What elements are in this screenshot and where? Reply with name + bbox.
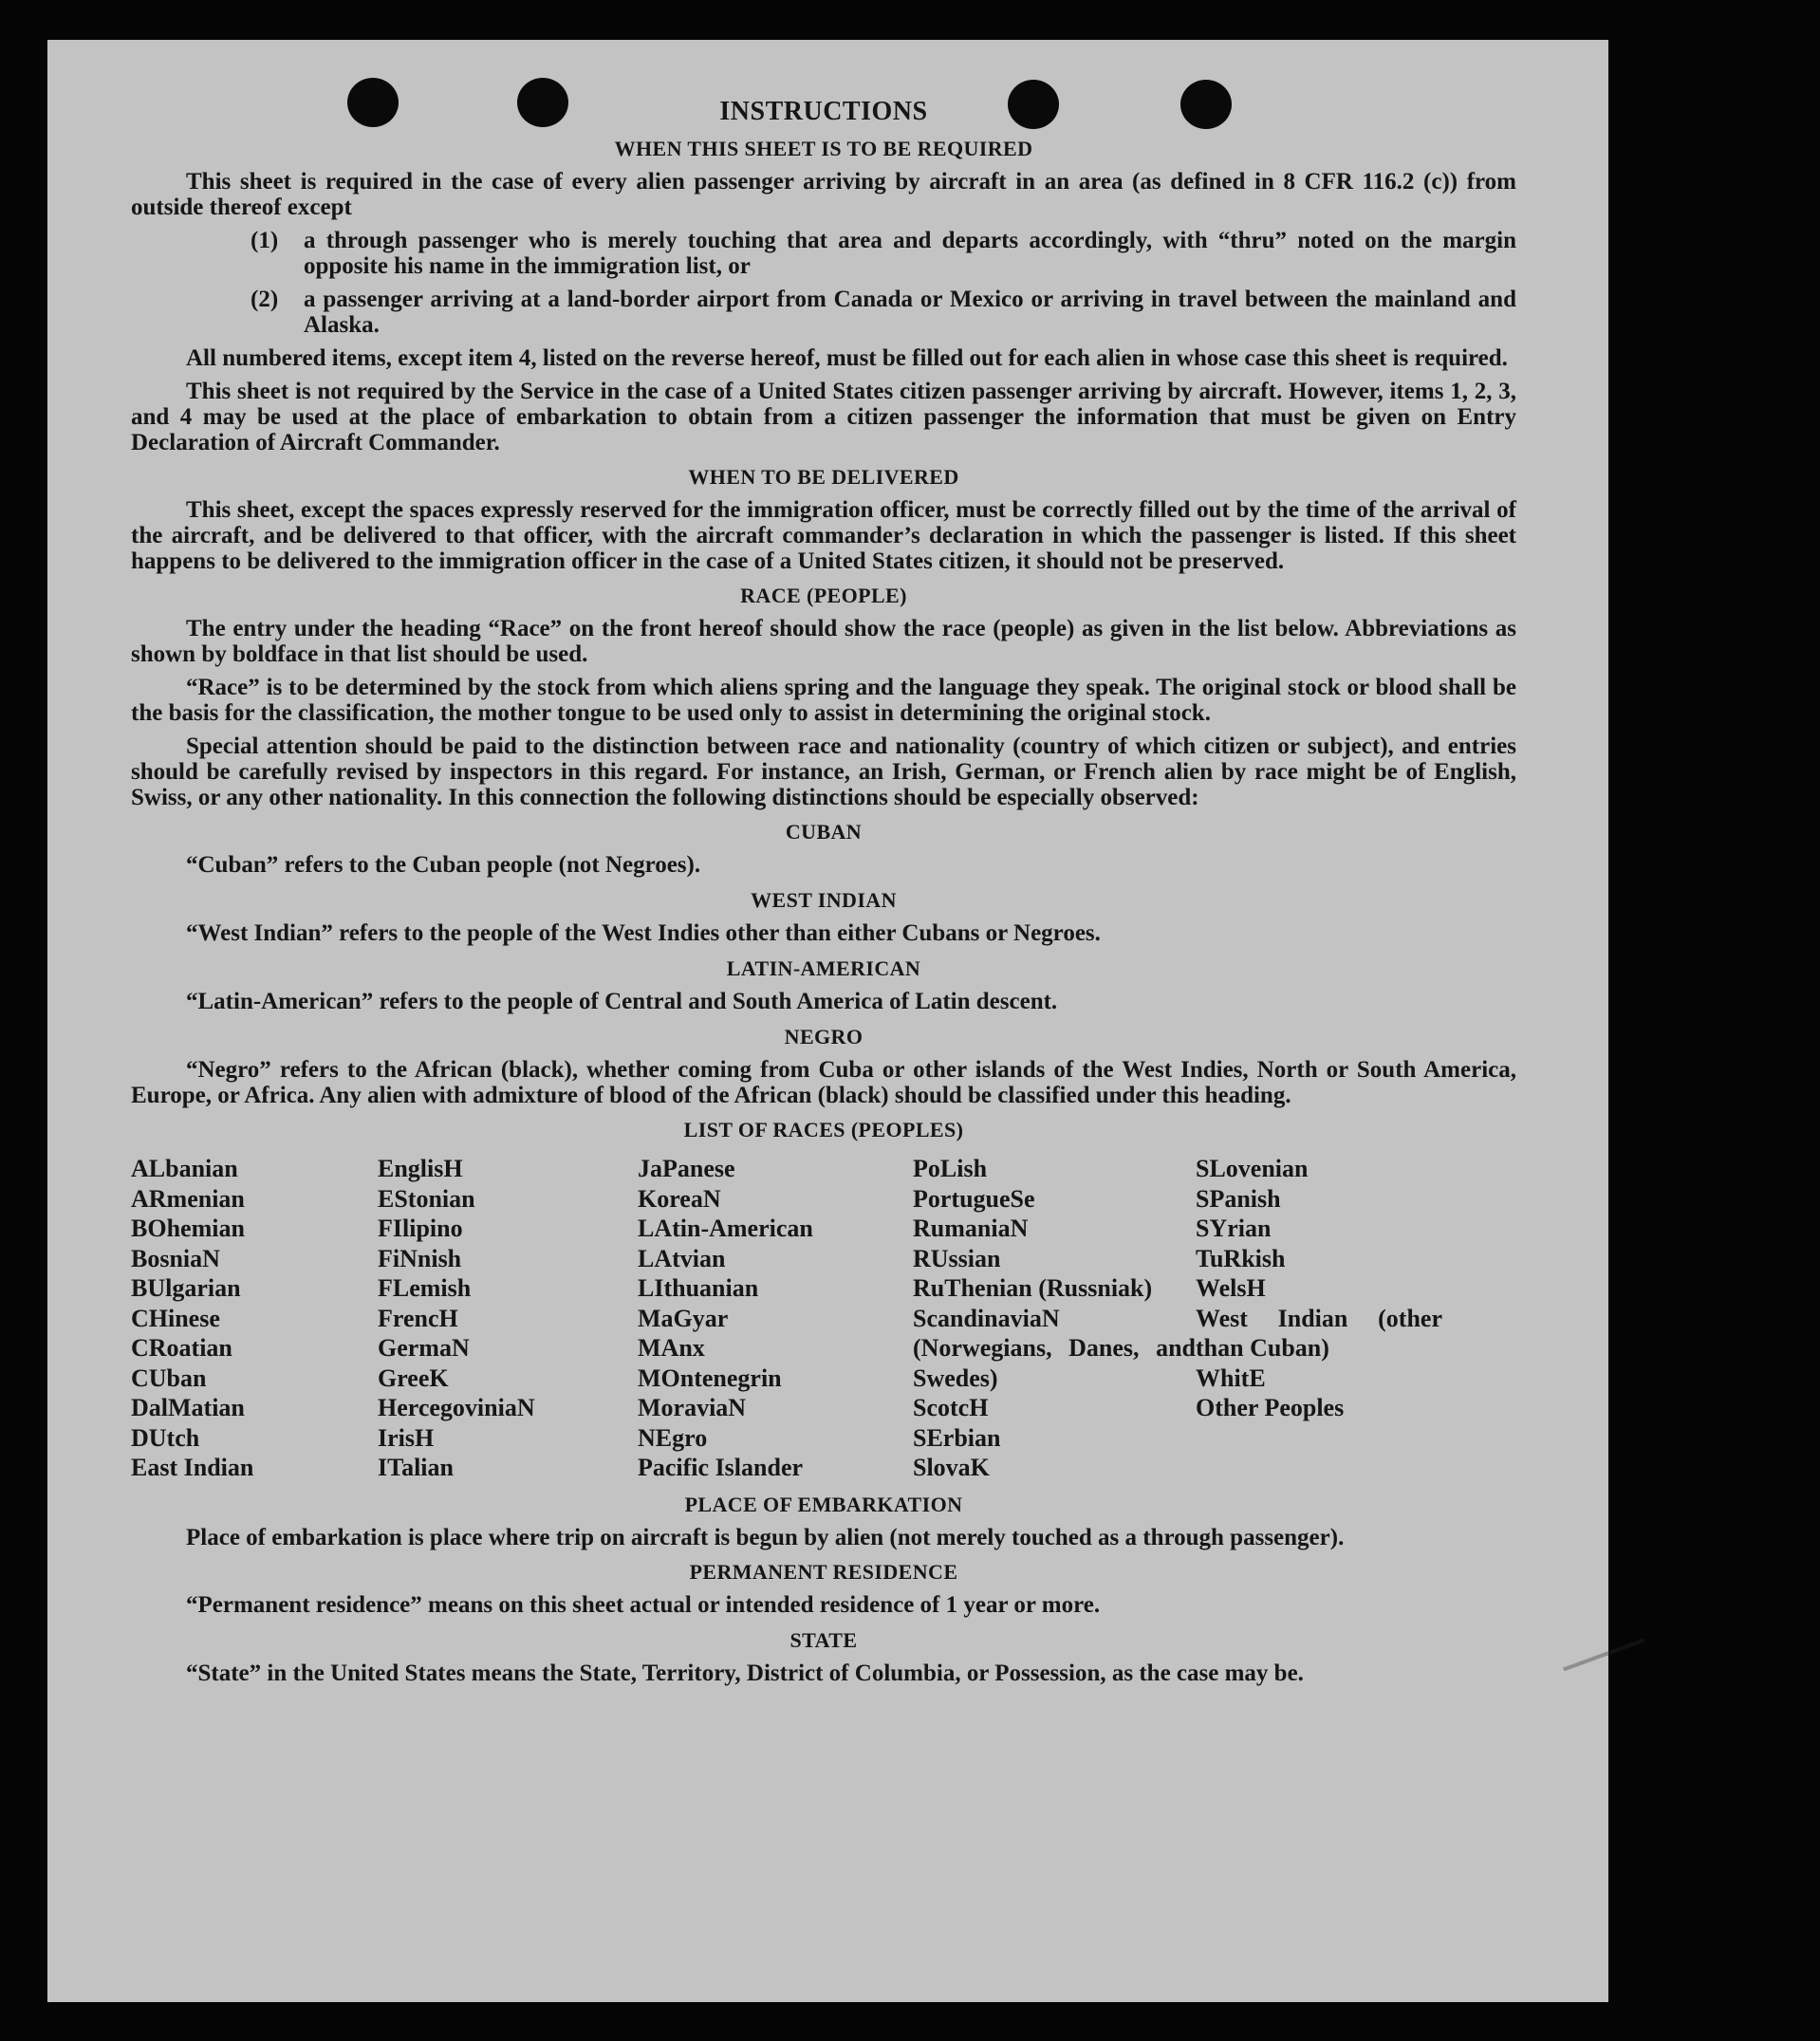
numbered-item (131, 228, 1516, 279)
race-item: NEgro (638, 1423, 708, 1452)
instructions-body (131, 97, 1516, 1686)
race-item: RumaniaN (913, 1215, 1029, 1242)
race-item: MOntenegrin (638, 1364, 782, 1392)
race-item: DalMatian (131, 1394, 245, 1421)
race-column (638, 1154, 913, 1483)
race-item: HercegoviniaN (378, 1394, 535, 1421)
section-heading: WEST INDIAN (751, 888, 897, 912)
section-heading: LATIN-AMERICAN (726, 956, 921, 980)
paragraph: “Latin-American” refers to the people of Central and South America of Latin descent. (186, 989, 1058, 1014)
race-column (131, 1154, 378, 1483)
paragraph: The entry under the heading “Race” on the front hereof should show the race (people) as given in the list below. Abbreviations as shown by boldface in that list should be used. (131, 616, 1516, 667)
race-item: FIlipino (378, 1215, 463, 1242)
paragraph: “Negro” refers to the African (black), whether coming from Cuba or other islands of the West Indies, North or South America, Europe, or Africa. Any alien with admixture of blood of the African (black) should be classified under this heading. (131, 1057, 1516, 1108)
race-item: BosniaN (131, 1244, 220, 1272)
race-item: EnglisH (378, 1155, 463, 1182)
item-number: (2) (251, 287, 279, 312)
race-item: FLemish (378, 1274, 472, 1302)
paragraph: “State” in the United States means the State, Territory, District of Columbia, or Possession, as the case may be. (186, 1660, 1304, 1686)
race-column (1196, 1154, 1442, 1483)
race-item: DUtch (131, 1423, 200, 1452)
race-item: IrisH (378, 1423, 435, 1452)
section-heading: WHEN THIS SHEET IS TO BE REQUIRED (614, 137, 1033, 160)
race-item: ALbanian (131, 1155, 238, 1182)
race-item: ScotcH (913, 1394, 989, 1421)
race-item: TuRkish (1196, 1244, 1286, 1272)
race-item: BUlgarian (131, 1274, 241, 1302)
paragraph: All numbered items, except item 4, listed on the reverse hereof, must be filled out for each alien in whose case this sheet is required. (186, 345, 1508, 371)
race-item: ITalian (378, 1454, 454, 1481)
section-heading: CUBAN (785, 820, 863, 844)
race-item: RUssian (913, 1244, 1001, 1272)
race-item: FiNnish (378, 1244, 462, 1272)
numbered-item (131, 287, 1516, 338)
paragraph: Place of embarkation is place where trip on aircraft is begun by alien (not merely touched as a through passenger). (186, 1524, 1345, 1550)
race-item: MAnx (638, 1334, 705, 1362)
race-item: SlovaK (913, 1454, 990, 1481)
race-item: SYrian (1196, 1215, 1272, 1242)
race-item: MaGyar (638, 1304, 729, 1332)
race-column (913, 1154, 1196, 1483)
item-text: a passenger arriving at a land-border airport from Canada or Mexico or arriving in travel between the mainland and Alaska. (304, 287, 1516, 338)
paragraph: “Permanent residence” means on this sheet actual or intended residence of 1 year or more. (186, 1591, 1101, 1618)
race-item: SErbian (913, 1423, 1001, 1452)
race-item: PoLish (913, 1155, 988, 1182)
item-text: a through passenger who is merely touching that area and departs accordingly, with “thru” noted on the margin opposite his name in the immigration list, or (304, 228, 1516, 279)
race-item: FrencH (378, 1304, 458, 1332)
race-item: WelsH (1196, 1274, 1266, 1302)
section-heading: NEGRO (784, 1025, 864, 1048)
race-item: EStonian (378, 1184, 475, 1213)
race-item: East Indian (131, 1454, 254, 1481)
race-item: WhitE (1196, 1364, 1266, 1392)
paragraph: Special attention should be paid to the distinction between race and nationality (country of which citizen or subject), and entries should be carefully revised by inspectors in this regard. For instance, an Irish, German, or French alien by race might be of English, Swiss, or any other nationality. In this connection the following distinctions should be especially observed: (131, 733, 1516, 810)
race-item: SLovenian (1196, 1155, 1309, 1182)
race-item: CUban (131, 1364, 207, 1392)
race-item: GreeK (378, 1364, 449, 1392)
race-item: RuThenian (Russniak) (913, 1274, 1153, 1302)
race-item: CRoatian (131, 1334, 232, 1362)
section-heading: STATE (789, 1627, 858, 1652)
paragraph: “West Indian” refers to the people of the West Indies other than either Cubans or Negroes. (186, 920, 1101, 946)
race-list (131, 1154, 1516, 1483)
section-heading: LIST OF RACES (PEOPLES) (683, 1118, 964, 1141)
race-item: LAtvian (638, 1244, 726, 1272)
race-item: Pacific Islander (638, 1454, 804, 1481)
paragraph: This sheet, except the spaces expressly reserved for the immigration officer, must be correctly filled out by the time of the arrival of the aircraft, and be delivered to that officer, with the aircraft commander’s declaration in which the passenger is listed. If this sheet happens to be delivered to the immigration officer in the case of a United States citizen, it should not be preserved. (131, 497, 1516, 574)
section-heading: PERMANENT RESIDENCE (689, 1559, 958, 1584)
paragraph: This sheet is not required by the Service in the case of a United States citizen passenger arriving by aircraft. However, items 1, 2, 3, and 4 may be used at the place of embarkation to obtain from a citizen passenger the information that must be given on Entry Declaration of Aircraft Commander. (131, 379, 1516, 455)
race-item: Other Peoples (1196, 1394, 1345, 1421)
race-column (378, 1154, 638, 1483)
section-heading: WHEN TO BE DELIVERED (688, 465, 959, 489)
race-item: PortugueSe (913, 1184, 1035, 1213)
race-item: GermaN (378, 1334, 470, 1362)
race-item: CHinese (131, 1304, 220, 1332)
race-item: SPanish (1196, 1184, 1281, 1213)
race-item: KoreaN (638, 1184, 721, 1213)
race-item: LIthuanian (638, 1274, 759, 1302)
race-item: MoraviaN (638, 1394, 747, 1421)
race-item: ScandinaviaN (Norwegians, Danes, and Swedes) (913, 1304, 1196, 1392)
page-title: INSTRUCTIONS (719, 97, 928, 126)
section-heading: RACE (PEOPLE) (740, 584, 907, 607)
paragraph: “Race” is to be determined by the stock from which aliens spring and the language they speak. The original stock or blood shall be the basis for the classification, the mother tongue to be used only to assist in determining the original stock. (131, 675, 1516, 726)
item-number: (1) (251, 228, 279, 253)
race-item: LAtin-American (638, 1215, 813, 1242)
paragraph: “Cuban” refers to the Cuban people (not Negroes). (186, 852, 701, 878)
paragraph: This sheet is required in the case of every alien passenger arriving by aircraft in an area (as defined in 8 CFR 116.2 (c)) from outside thereof except (131, 169, 1516, 220)
race-item: West Indian (other than Cuban) (1196, 1304, 1442, 1362)
section-heading: PLACE OF EMBARKATION (684, 1492, 963, 1516)
document-page (47, 40, 1608, 2002)
edge-mark (1563, 1639, 1644, 1672)
race-item: JaPanese (638, 1155, 735, 1182)
race-item: ARmenian (131, 1184, 245, 1213)
race-item: BOhemian (131, 1215, 245, 1242)
